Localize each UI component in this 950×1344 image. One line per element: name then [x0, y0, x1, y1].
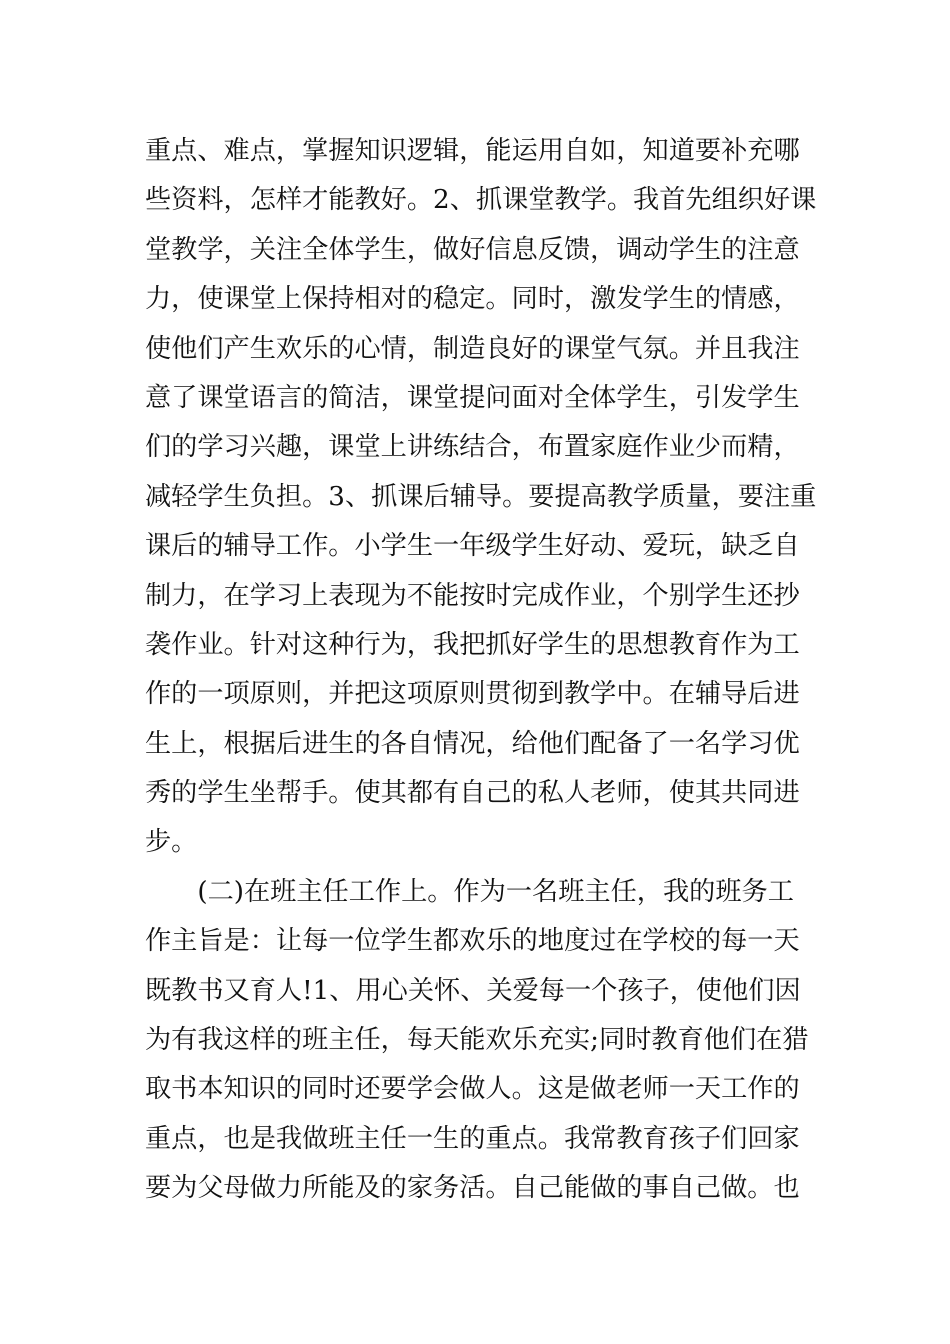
text-line: 要为父母做力所能及的家务活。自己能做的事自己做。也 — [145, 1173, 800, 1204]
body-text — [145, 127, 815, 1214]
text-line: (二)在班主任工作上。作为一名班主任，我的班务工 — [145, 876, 794, 907]
text-line: 袭作业。针对这种行为，我把抓好学生的思想教育作为工 — [145, 629, 800, 660]
text-line: 课后的辅导工作。小学生一年级学生好动、爱玩，缺乏自 — [145, 531, 800, 562]
text-line: 作主旨是：让每一位学生都欢乐的地度过在学校的每一天 — [145, 926, 800, 957]
text-line: 些资料，怎样才能教好。2、抓课堂教学。我首先组织好课 — [145, 185, 817, 216]
text-line: 意了课堂语言的简洁，课堂提问面对全体学生，引发学生 — [145, 382, 800, 413]
text-line: 力，使课堂上保持相对的稳定。同时，激发学生的情感， — [145, 284, 800, 315]
text-line: 为有我这样的班主任，每天能欢乐充实;同时教育他们在猎 — [145, 1025, 809, 1056]
text-line: 制力，在学习上表现为不能按时完成作业，个别学生还抄 — [145, 580, 800, 611]
text-line: 作的一项原则，并把这项原则贯彻到教学中。在辅导后进 — [145, 679, 800, 710]
text-line: 使他们产生欢乐的心情，制造良好的课堂气氛。并且我注 — [145, 333, 800, 364]
text-line: 重点、难点，掌握知识逻辑，能运用自如，知道要补充哪 — [145, 136, 800, 166]
text-line: 们的学习兴趣，课堂上讲练结合，布置家庭作业少而精， — [145, 432, 800, 463]
text-line: 生上，根据后进生的各自情况，给他们配备了一名学习优 — [145, 728, 800, 759]
text-line: 秀的学生坐帮手。使其都有自己的私人老师，使其共同进 — [145, 778, 800, 809]
text-line: 堂教学，关注全体学生，做好信息反馈，调动学生的注意 — [145, 234, 800, 265]
text-line: 重点，也是我做班主任一生的重点。我常教育孩子们回家 — [145, 1123, 800, 1154]
text-line: 既教书又育人!1、用心关怀、关爱每一个孩子，使他们因 — [145, 975, 801, 1006]
text-line: 减轻学生负担。3、抓课后辅导。要提高教学质量，要注重 — [145, 481, 817, 512]
text-line: 取书本知识的同时还要学会做人。这是做老师一天工作的 — [145, 1074, 800, 1105]
text-line: 步。 — [145, 827, 198, 858]
